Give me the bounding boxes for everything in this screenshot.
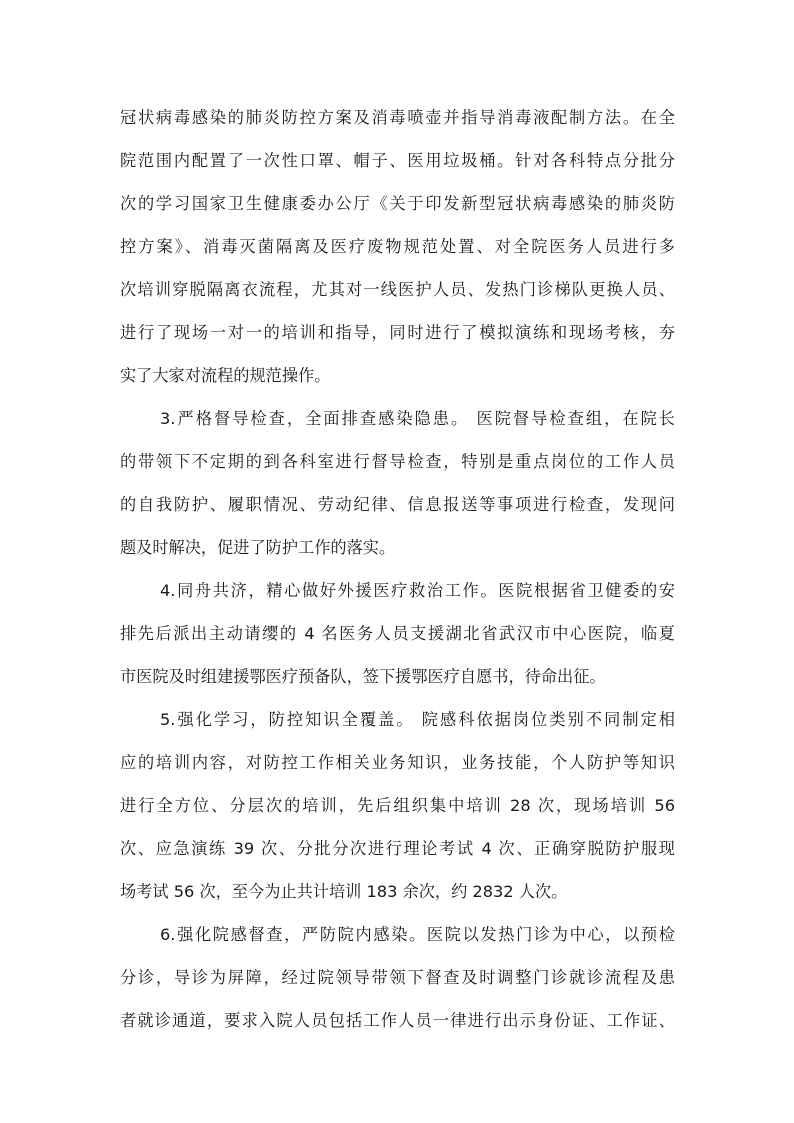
text-line: 次培训穿脱隔离衣流程，尤其对一线医护人员、发热门诊梯队更换人员、 bbox=[120, 280, 675, 299]
text-line: 进行全方位、分层次的培训，先后组织集中培训 28 次，现场培训 56 bbox=[120, 796, 675, 815]
text-line: 5.强化学习，防控知识全覆盖。 院感科依据岗位类别不同制定相 bbox=[160, 710, 675, 729]
text-line: 排先后派出主动请缨的 4 名医务人员支援湖北省武汉市中心医院，临夏 bbox=[120, 624, 675, 643]
text-line: 3.严格督导检查，全面排查感染隐患。 医院督导检查组，在院长 bbox=[160, 409, 675, 428]
text-line: 控方案》、消毒灭菌隔离及医疗废物规范处置、对全院医务人员进行多 bbox=[120, 237, 675, 256]
text-line: 6.强化院感督查，严防院内感染。医院以发热门诊为中心，以预检 bbox=[160, 925, 675, 944]
text-line: 次、应急演练 39 次、分批分次进行理论考试 4 次、正确穿脱防护服现 bbox=[120, 839, 675, 858]
text-line: 分诊，导诊为屏障，经过院领导带领下督查及时调整门诊就诊流程及患 bbox=[120, 968, 675, 987]
text-line: 的自我防护、履职情况、劳动纪律、信息报送等事项进行检查，发现问 bbox=[120, 495, 675, 514]
text-line: 4.同舟共济，精心做好外援医疗救治工作。医院根据省卫健委的安 bbox=[160, 581, 675, 600]
text-line: 者就诊通道，要求入院人员包括工作人员一律进行出示身份证、工作证、 bbox=[120, 1011, 675, 1030]
text-line: 题及时解决，促进了防护工作的落实。 bbox=[120, 538, 396, 557]
text-line: 冠状病毒感染的肺炎防控方案及消毒喷壶并指导消毒液配制方法。在全 bbox=[120, 108, 675, 127]
text-line: 的带领下不定期的到各科室进行督导检查，特别是重点岗位的工作人员 bbox=[120, 452, 675, 471]
text-line: 场考试 56 次，至今为止共计培训 183 余次，约 2832 人次。 bbox=[120, 882, 568, 901]
text-line: 实了大家对流程的规范操作。 bbox=[120, 366, 331, 385]
text-line: 市医院及时组建援鄂医疗预备队，签下援鄂医疗自愿书，待命出征。 bbox=[120, 667, 606, 686]
text-line: 院范围内配置了一次性口罩、帽子、医用垃圾桶。针对各科特点分批分 bbox=[120, 151, 675, 170]
text-line: 应的培训内容，对防控工作相关业务知识，业务技能，个人防护等知识 bbox=[120, 753, 675, 772]
text-line: 次的学习国家卫生健康委办公厅《关于印发新型冠状病毒感染的肺炎防 bbox=[120, 194, 675, 213]
text-line: 进行了现场一对一的培训和指导，同时进行了模拟演练和现场考核，夯 bbox=[120, 323, 675, 342]
